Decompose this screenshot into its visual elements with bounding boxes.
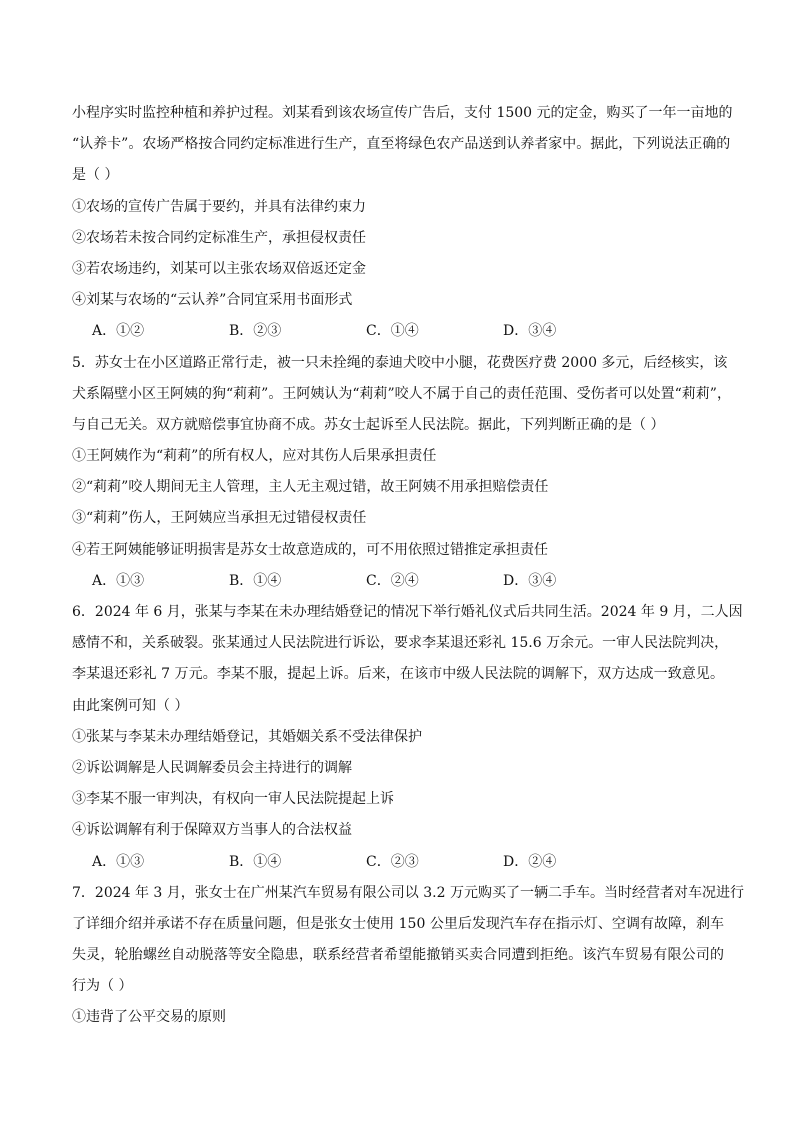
statement-1: ①违背了公平交易的原则	[72, 1009, 226, 1026]
statement-4: ④诉讼调解有利于保障双方当事人的合法权益	[72, 822, 352, 839]
question-stem-line: 李某退还彩礼 7 万元。李某不服，提起上诉。后来，在该市中级人民法院的调解下，双方达成一致意见。	[72, 666, 724, 683]
question-stem-line: 小程序实时监控种植和养护过程。刘某看到该农场宣传广告后，支付 1500 元的定金，购买了一年一亩地的	[72, 105, 733, 121]
statement-1: ①张某与李某未办理结婚登记，其婚姻关系不受法律保护	[72, 728, 422, 745]
statement-3: ③若农场违约，刘某可以主张农场双倍返还定金	[72, 260, 366, 277]
option-c: C．①④	[366, 323, 419, 340]
answer-options	[72, 847, 724, 878]
option-a: A．①③	[92, 572, 145, 589]
answer-options	[72, 566, 724, 597]
question-stem-line: 了详细介绍并承诺不存在质量问题，但是张女士使用 150 公里后发现汽车存在指示灯、空调有故障，刹车	[72, 915, 724, 932]
question-stem-line: 由此案例可知（ ）	[72, 697, 189, 714]
statement-2: ②诉讼调解是人民调解委员会主持进行的调解	[72, 759, 352, 776]
option-a: A．①②	[92, 323, 145, 340]
question-stem-line: 7．2024 年 3 月，张女士在广州某汽车贸易有限公司以 3.2 万元购买了一辆二手车。当时经营者对车况进行	[72, 884, 744, 901]
option-d: D．③④	[503, 323, 557, 340]
question-stem-line: 6．2024 年 6 月，张某与李某在未办理结婚登记的情况下举行婚礼仪式后共同生活。2024 年 9 月，二人因	[72, 604, 743, 620]
statement-4: ④若王阿姨能够证明损害是苏女士故意造成的，可不用依照过错推定承担责任	[72, 541, 548, 558]
statement-1: ①王阿姨作为“莉莉”的所有权人，应对其伤人后果承担责任	[72, 448, 437, 465]
question-stem-line: 失灵，轮胎螺丝自动脱落等安全隐患，联系经营者希望能撤销买卖合同遭到拒绝。该汽车贸易有限公司的	[72, 947, 724, 964]
question-4-continued	[72, 98, 733, 348]
question-stem-line: 5．苏女士在小区道路正常行走，被一只未拴绳的泰迪犬咬中小腿，花费医疗费 2000 多元，后经核实，该	[72, 354, 728, 371]
option-b: B．②③	[229, 323, 282, 340]
option-a: A．①③	[92, 853, 145, 870]
statement-3: ③李某不服一审判决，有权向一审人民法院提起上诉	[72, 791, 394, 808]
statement-1: ①农场的宣传广告属于要约，并具有法律约束力	[72, 198, 366, 215]
question-stem-line: “认养卡”。农场严格按合同约定标准进行生产，直至将绿色农产品送到认养者家中。据此，下列说法正确的	[72, 136, 731, 153]
option-b: B．①④	[229, 572, 282, 589]
statement-2: ②“莉莉”咬人期间无主人管理，主人无主观过错，故王阿姨不用承担赔偿责任	[72, 479, 549, 496]
question-stem-line: 感情不和，关系破裂。张某通过人民法院进行诉讼，要求李某退还彩礼 15.6 万余元。一审人民法院判决，	[72, 635, 729, 652]
answer-options	[72, 316, 724, 347]
page-content	[72, 98, 744, 1034]
question-stem-line: 犬系隔壁小区王阿姨的狗“莉莉”。王阿姨认为“莉莉”咬人不属于自己的责任范围、受伤者可以处置“莉莉”，	[72, 385, 731, 402]
option-b: B．①④	[229, 853, 282, 870]
statement-2: ②农场若未按合同约定标准生产，承担侵权责任	[72, 229, 366, 246]
option-c: C．②③	[366, 853, 419, 870]
option-d: D．③④	[503, 572, 557, 589]
option-d: D．②④	[503, 853, 557, 870]
question-stem-line: 与自己无关。双方就赔偿事宜协商不成。苏女士起诉至人民法院。据此，下列判断正确的是（ ）	[72, 416, 665, 433]
option-c: C．②④	[366, 572, 419, 589]
question-stem-line: 是（ ）	[72, 167, 119, 184]
question-6	[72, 597, 743, 878]
statement-4: ④刘某与农场的“云认养”合同宜采用书面形式	[72, 292, 353, 309]
question-stem-line: 行为（ ）	[72, 978, 133, 995]
statement-3: ③“莉莉”伤人，王阿姨应当承担无过错侵权责任	[72, 510, 367, 527]
question-7	[72, 878, 744, 1034]
question-5	[72, 348, 731, 598]
